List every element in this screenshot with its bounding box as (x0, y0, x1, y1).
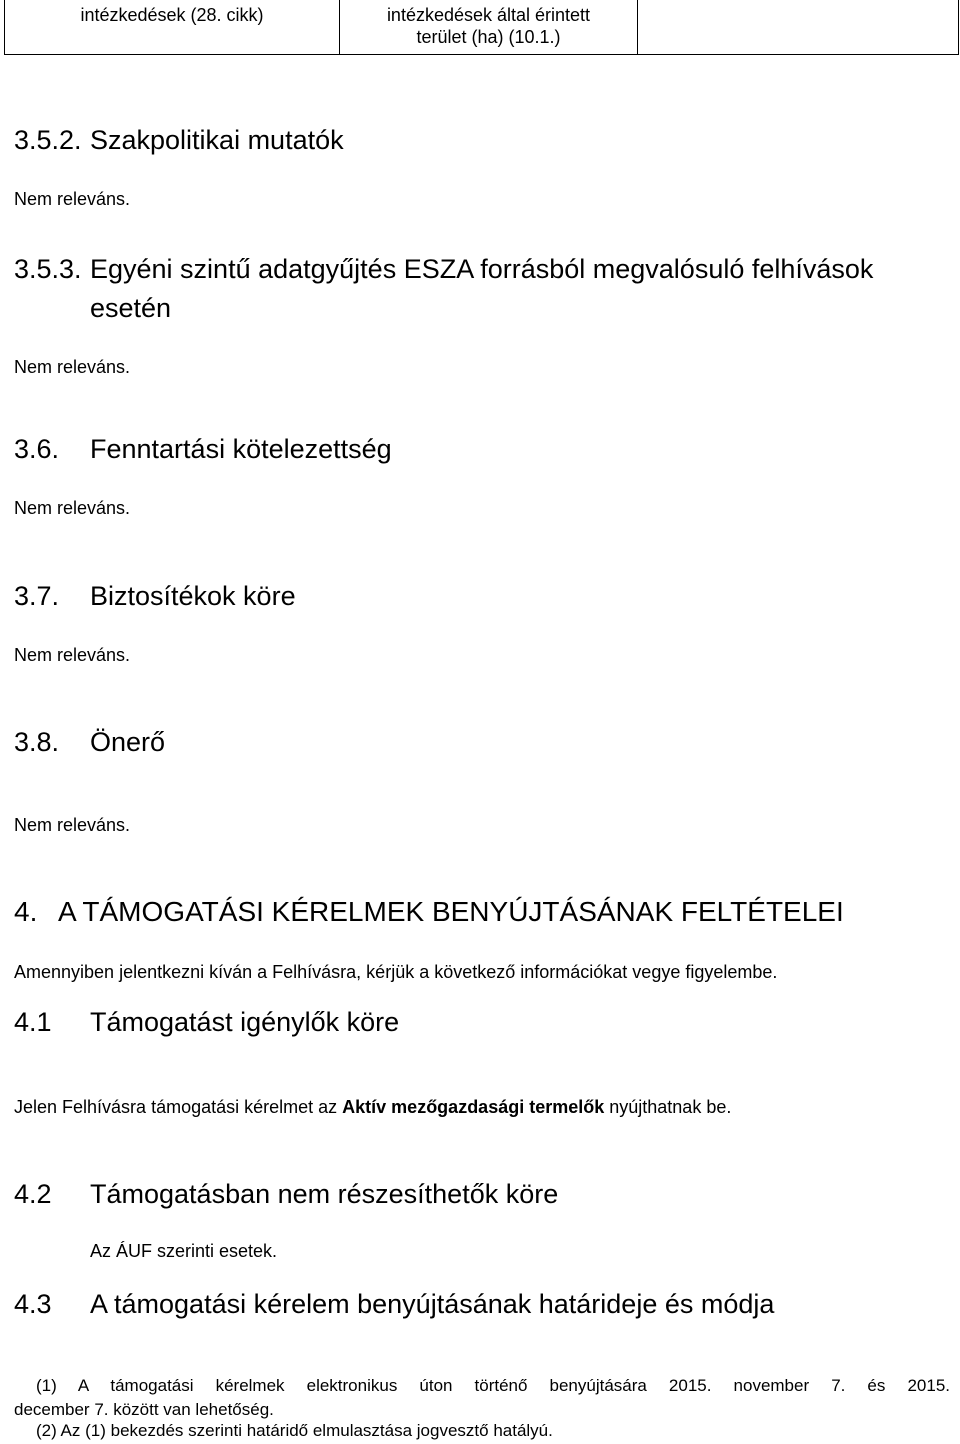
section-3-5-2-text: Nem releváns. (14, 189, 131, 209)
section-3-6-text: Nem releváns. (14, 498, 131, 518)
section-4-text: Amennyiben jelentkezni kíván a Felhívásra, kérjük a következő információkat vegye figyelembe. (14, 962, 778, 982)
section-4-2-text: Az ÁUF szerinti esetek. (90, 1241, 278, 1261)
section-4-3-para1-line2: december 7. között van lehetőség. (14, 1400, 274, 1419)
section-3-8-text: Nem releváns. (14, 815, 131, 835)
table-cell-measures: intézkedések (28. cikk) (5, 0, 340, 55)
section-4-3-para1-line1: (1) A támogatási kérelmek elektronikus úton történő benyújtására 2015. november 7. és 2015. (36, 1376, 950, 1395)
section-4-1-text: Jelen Felhívásra támogatási kérelmet az Aktív mezőgazdasági termelők nyújthatnak be. (14, 1097, 732, 1117)
table-cell-area: intézkedések által érintett terület (ha) (10.1.) (340, 0, 638, 55)
table-row (5, 0, 959, 55)
table-cell-empty (638, 0, 959, 55)
eligible-applicants-bold: Aktív mezőgazdasági termelők (342, 1097, 605, 1117)
header-table (4, 0, 959, 55)
section-4-3-para2: (2) Az (1) bekezdés szerinti határidő elmulasztása jogvesztő hatályú. (36, 1421, 553, 1440)
section-3-7-text: Nem releváns. (14, 645, 131, 665)
section-3-5-3-text: Nem releváns. (14, 357, 131, 377)
